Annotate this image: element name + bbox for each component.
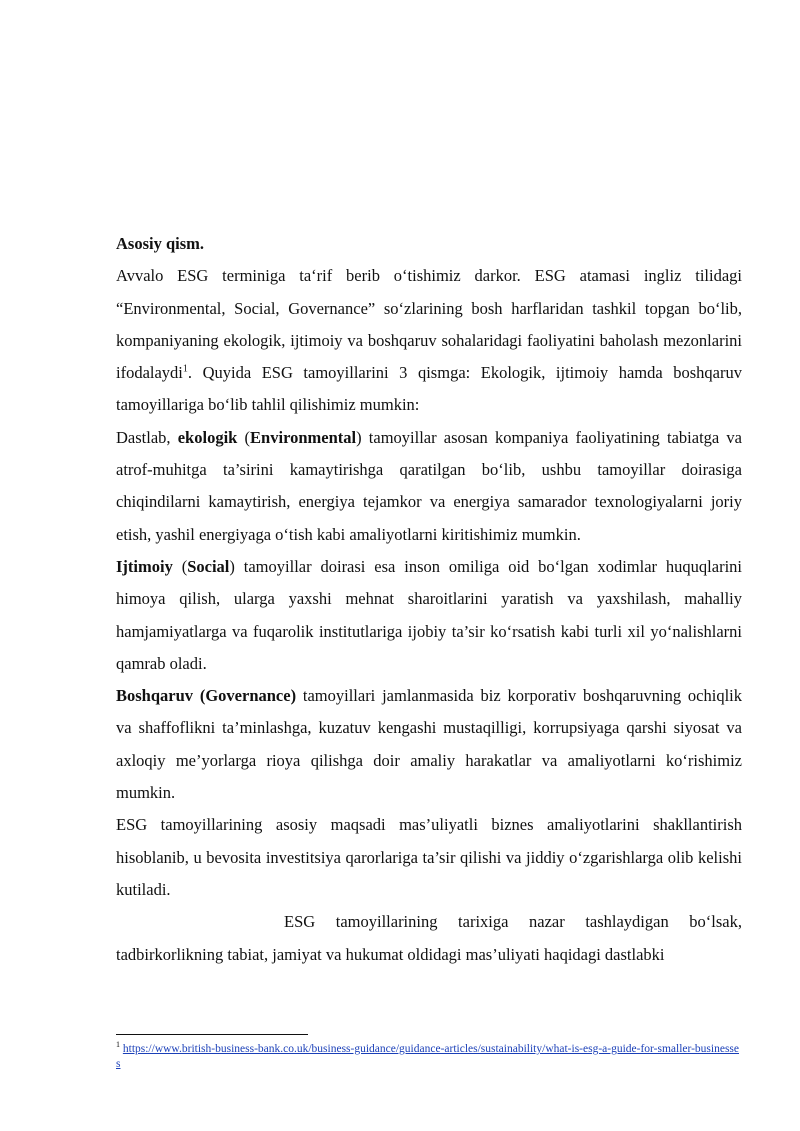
paragraph-text: ) tamoyillar asosan kompaniya faoliyatining tabiatga va atrof-muhitga ta’sirini kamaytirishga qaratilgan bo‘lib, ushbu tamoyillar doirasiga chiqindilarni kamaytirish, energiya tejamkor va energiya samarador texnologiyalarni joriy etish, yashil energiyaga o‘tish kabi amaliyotlarni kiritishimiz mumkin. bbox=[116, 427, 742, 544]
paragraph-environmental bbox=[116, 422, 742, 551]
term-environmental: Environmental bbox=[250, 427, 357, 447]
paragraph-governance bbox=[116, 680, 742, 809]
term-governance: Boshqaruv (Governance) bbox=[116, 686, 297, 706]
paragraph-text: ( bbox=[172, 556, 188, 576]
footnote bbox=[116, 1042, 742, 1072]
main-text bbox=[116, 228, 742, 971]
paragraph-text: . Quyida ESG tamoyillarini 3 qismga: Ekologik, ijtimoiy hamda boshqaruv tamoyillariga bo‘lib tahlil qilishimiz mumkin: bbox=[116, 363, 742, 415]
section-heading: Asosiy qism. bbox=[116, 234, 205, 253]
term-ijtimoiy: Ijtimoiy bbox=[116, 556, 173, 576]
paragraph-text: tamoyillari jamlanmasida biz korporativ boshqaruvning ochiqlik va shaffoflikni ta’minlashga, kuzatuv kengashi mustaqilligi, korrupsiyaga qarshi siyosat va axloqiy me’yorlarga rioya qilishga doir amaliy harakatlar va amaliyotlarni ko‘rishimiz mumkin. bbox=[116, 686, 742, 803]
term-ekologik: ekologik bbox=[177, 427, 238, 447]
footnote-reference[interactable]: 1 bbox=[182, 363, 188, 375]
paragraph-text: Avvalo ESG terminiga ta‘rif berib o‘tishimiz darkor. ESG atamasi ingliz tilidagi “Environmental, Social, Governance” so‘zlarining bosh harflaridan tashkil topgan bo‘lib, kompaniyaning ekologik, ijtimoiy va boshqaruv sohalaridagi faoliyatini baholash mezonlarini ifodalaydi bbox=[116, 266, 742, 383]
term-social: Social bbox=[187, 556, 230, 576]
paragraph-esg-definition bbox=[116, 260, 742, 421]
footnote-link[interactable]: https://www.british-business-bank.co.uk/business-guidance/guidance-articles/sustainability/what-is-esg-a-guide-for-smaller-businesses bbox=[116, 1043, 740, 1070]
paragraph-text: Dastlab, bbox=[116, 427, 178, 447]
paragraph-esg-history: ESG tamoyillarining tarixiga nazar tashlaydigan bo‘lsak, tadbirkorlikning tabiat, jamiyat va hukumat oldidagi mas’uliyati haqidagi dastlabki bbox=[116, 912, 742, 964]
footnote-mark: 1 bbox=[116, 1040, 120, 1050]
paragraph-text: ( bbox=[237, 427, 251, 447]
paragraph-social bbox=[116, 551, 742, 680]
footnote-divider bbox=[116, 1034, 308, 1035]
paragraph-esg-goal: ESG tamoyillarining asosiy maqsadi mas’uliyatli biznes amaliyotlarini shakllantirish hisoblanib, u bevosita investitsiya qarorlariga ta’sir qilishi va jiddiy o‘zgarishlarga olib kelishi kutiladi. bbox=[116, 815, 742, 899]
paragraph-text: ) tamoyillar doirasi esa inson omiliga oid bo‘lgan xodimlar huquqlarini himoya qilish, ularga yaxshi mehnat sharoitlarini yaratish va yaxshilash, mahalliy hamjamiyatlarga va fuqarolik institutlariga ijobiy ta’sir ko‘rsatish kabi turli xil yo‘nalishlarni qamrab oladi. bbox=[116, 556, 742, 673]
